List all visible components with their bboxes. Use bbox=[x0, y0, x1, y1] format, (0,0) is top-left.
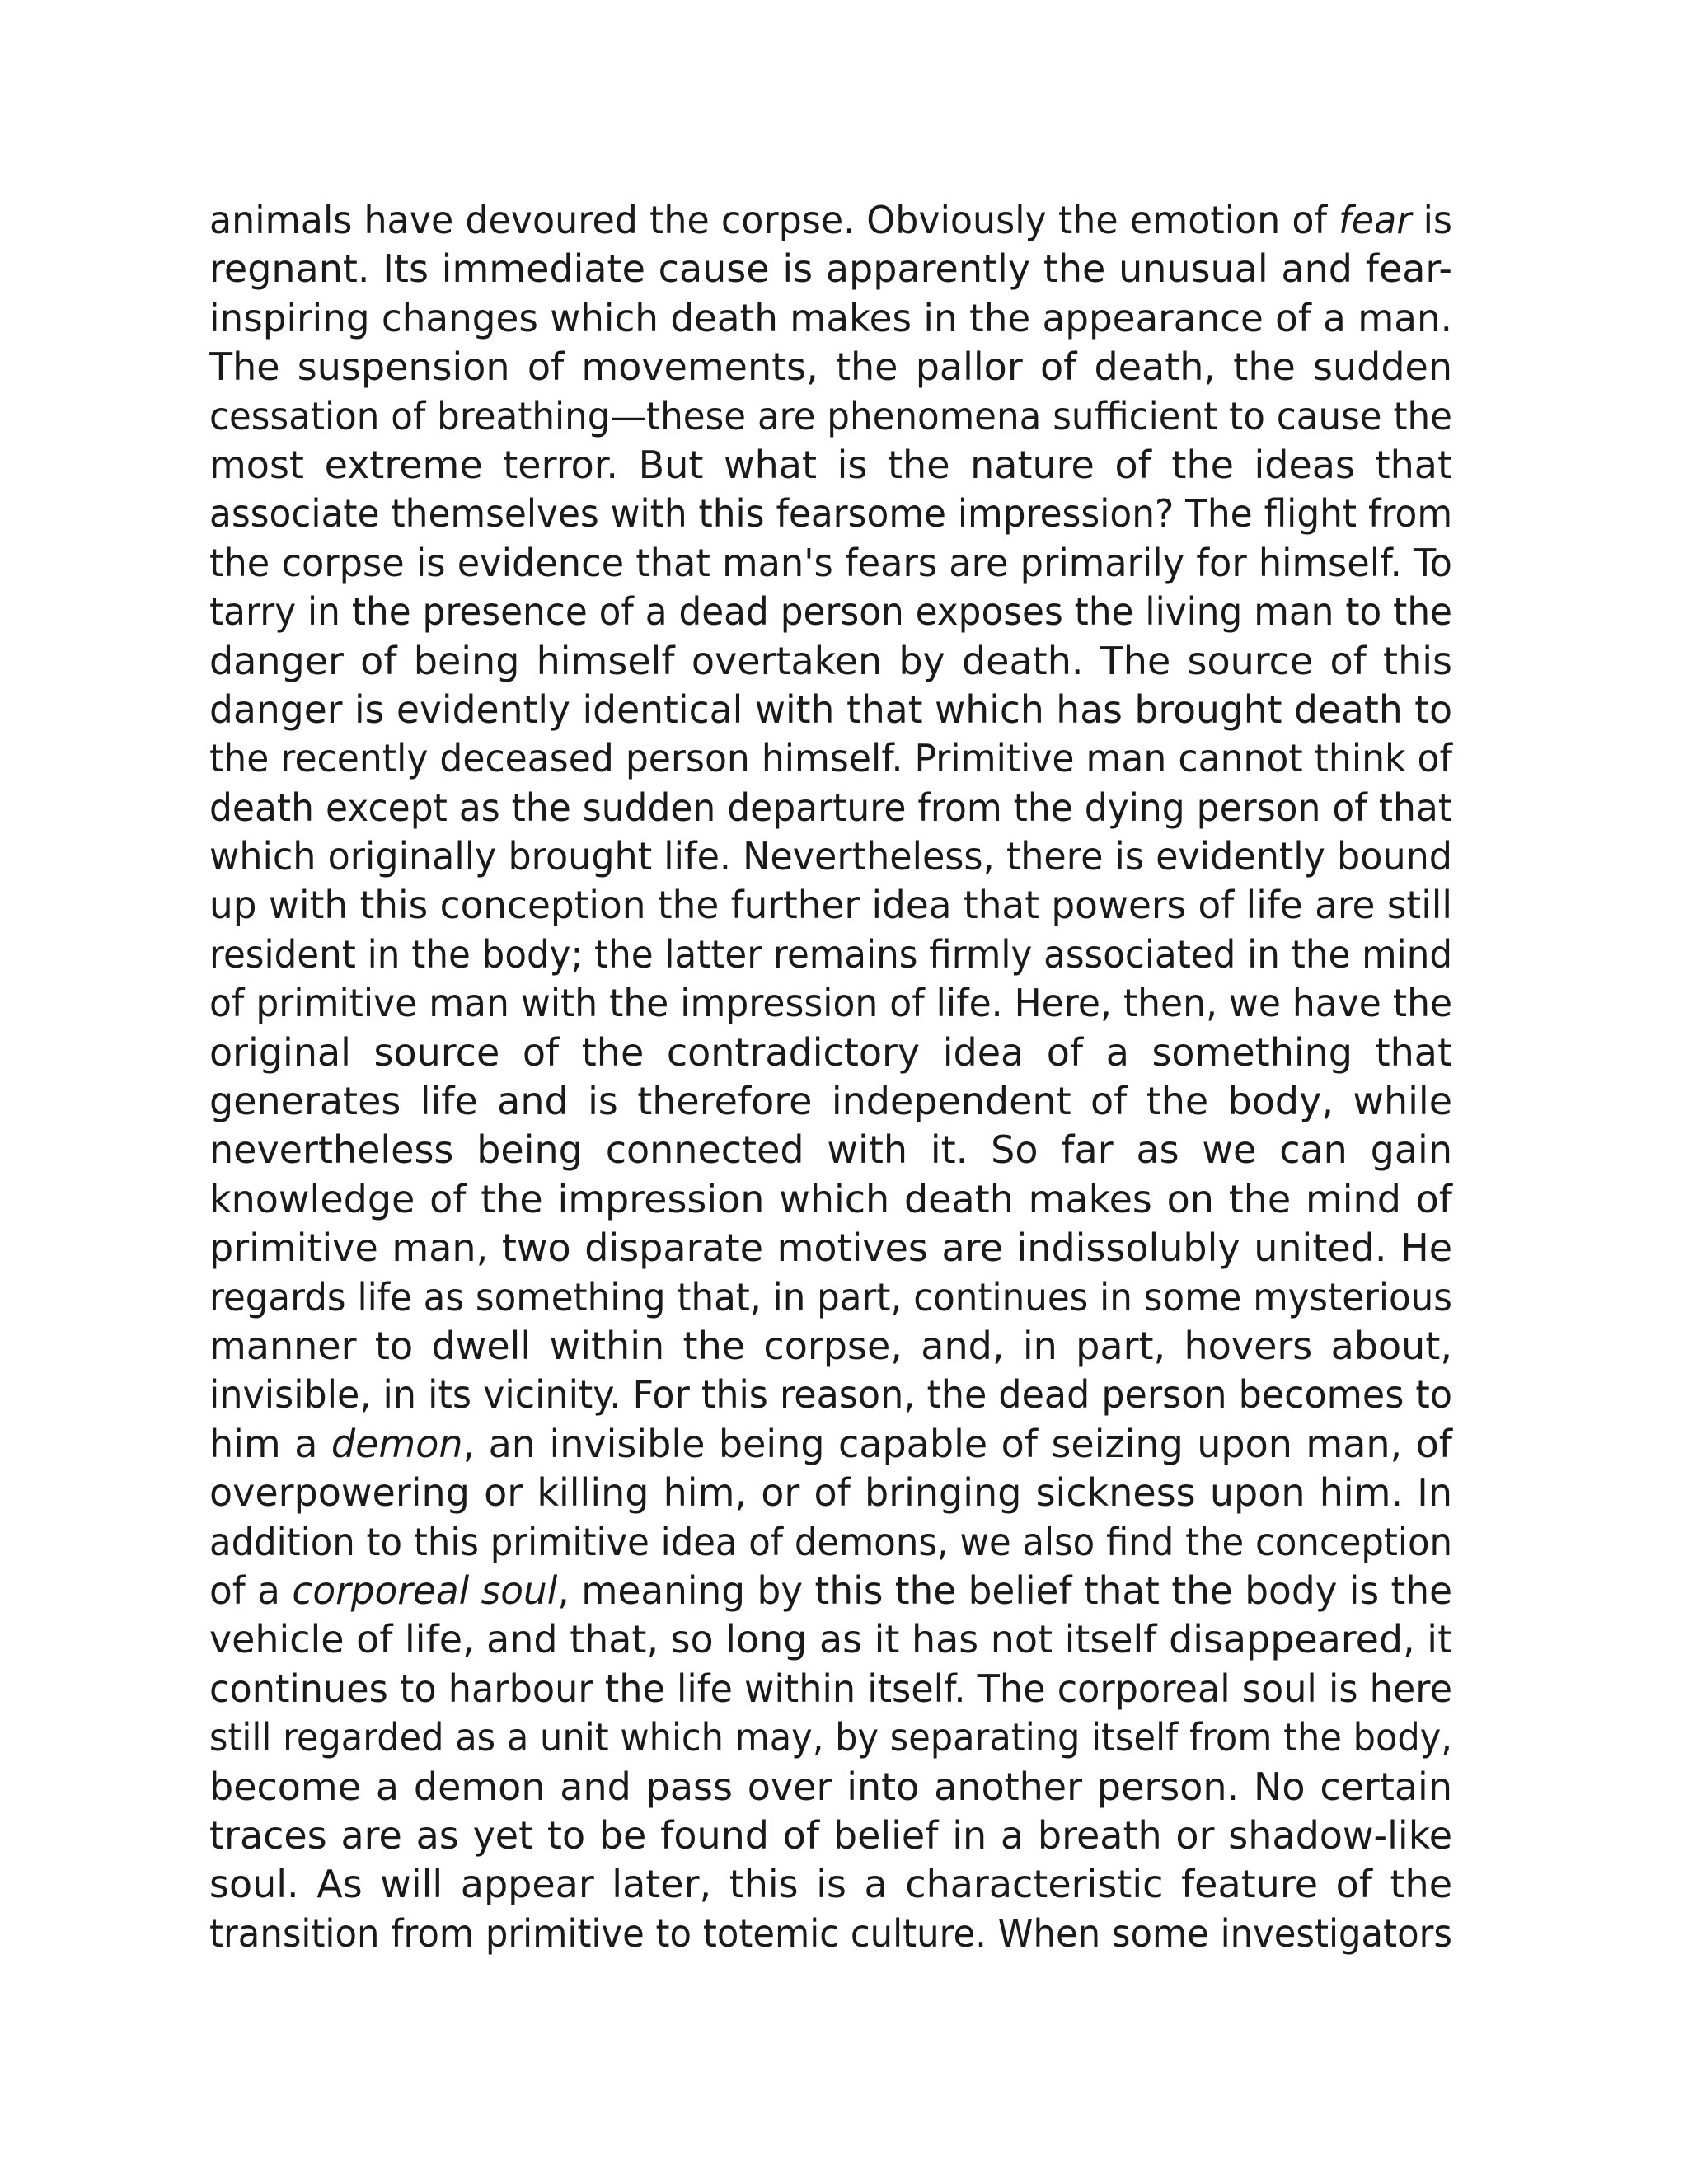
text-line bbox=[209, 1615, 1452, 1664]
text-run: primitive man, two disparate motives are indissolubly united. He bbox=[209, 1226, 1452, 1271]
text-run: most extreme terror. But what is the nature of the ideas that bbox=[209, 442, 1452, 487]
text-line bbox=[209, 686, 1452, 734]
text-run: is bbox=[1411, 198, 1452, 242]
text-line bbox=[209, 1273, 1452, 1322]
text-run: , an invisible being capable of seizing upon man, of bbox=[462, 1421, 1452, 1466]
text-line bbox=[209, 979, 1452, 1028]
text-line bbox=[209, 1371, 1452, 1419]
text-run: , meaning by this the belief that the body is the bbox=[557, 1568, 1452, 1613]
text-run: inspiring changes which death makes in the appearance of a man. bbox=[209, 295, 1452, 340]
text-run: the recently deceased person himself. Primitive man cannot think of bbox=[209, 736, 1452, 781]
text-run: transition from primitive to totemic culture. When some investigators bbox=[209, 1910, 1452, 1956]
text-run: which originally brought life. Nevertheless, there is evidently bound bbox=[209, 834, 1452, 879]
text-line bbox=[209, 1322, 1452, 1371]
text-run: still regarded as a unit which may, by separating itself from the body, bbox=[209, 1715, 1452, 1760]
text-line bbox=[209, 734, 1452, 783]
text-line bbox=[209, 637, 1452, 686]
text-line bbox=[209, 490, 1452, 538]
text-run: tarry in the presence of a dead person exposes the living man to the bbox=[209, 589, 1452, 635]
italic-text-run: corporeal soul bbox=[292, 1568, 558, 1613]
text-line bbox=[209, 1420, 1452, 1469]
text-run: nevertheless being connected with it. So far as we can gain bbox=[209, 1127, 1452, 1173]
text-line bbox=[209, 196, 1452, 245]
text-line bbox=[209, 245, 1452, 293]
text-run: The suspension of movements, the pallor of death, the sudden bbox=[209, 344, 1452, 390]
text-run: knowledge of the impression which death makes on the mind of bbox=[209, 1176, 1452, 1221]
text-line bbox=[209, 930, 1452, 979]
text-run: him a bbox=[209, 1421, 331, 1466]
italic-text-run: fear bbox=[1339, 198, 1412, 242]
text-run: overpowering or killing him, or of bringing sickness upon him. In bbox=[209, 1470, 1452, 1516]
text-line bbox=[209, 1910, 1452, 1958]
text-line bbox=[209, 588, 1452, 636]
body-text bbox=[209, 196, 1452, 1958]
text-line bbox=[209, 1224, 1452, 1272]
text-run: of a bbox=[209, 1568, 293, 1613]
text-run: resident in the body; the latter remains firmly associated in the mind bbox=[209, 931, 1452, 977]
text-line bbox=[209, 1469, 1452, 1517]
text-line bbox=[209, 392, 1452, 441]
text-line bbox=[209, 441, 1452, 490]
text-line bbox=[209, 1029, 1452, 1077]
text-line bbox=[209, 343, 1452, 391]
text-line bbox=[209, 832, 1452, 881]
text-line bbox=[209, 881, 1452, 930]
text-run: continues to harbour the life within itself. The corporeal soul is here bbox=[209, 1666, 1452, 1711]
text-run: associate themselves with this fearsome impression? The flight from bbox=[209, 491, 1452, 537]
text-run: animals have devoured the corpse. Obviously the emotion of bbox=[209, 198, 1339, 242]
text-run: original source of the contradictory idea of a something that bbox=[209, 1029, 1452, 1075]
text-run: cessation of breathing—these are phenomena sufficient to cause the bbox=[209, 393, 1452, 438]
text-line bbox=[209, 1077, 1452, 1126]
text-run: death except as the sudden departure from the dying person of that bbox=[209, 785, 1452, 830]
text-line bbox=[209, 1518, 1452, 1567]
text-line bbox=[209, 784, 1452, 832]
text-run: danger is evidently identical with that which has brought death to bbox=[209, 687, 1452, 732]
text-run: traces are as yet to be found of belief in a breath or shadow-like bbox=[209, 1812, 1452, 1858]
text-line bbox=[209, 1126, 1452, 1174]
text-run: danger of being himself overtaken by death. The source of this bbox=[209, 638, 1452, 683]
text-line bbox=[209, 1811, 1452, 1860]
text-line bbox=[209, 1713, 1452, 1762]
text-run: become a demon and pass over into another person. No certain bbox=[209, 1764, 1452, 1809]
text-line bbox=[209, 1860, 1452, 1909]
text-run: regnant. Its immediate cause is apparently the unusual and fear- bbox=[209, 246, 1452, 292]
text-run: soul. As will appear later, this is a characteristic feature of the bbox=[209, 1862, 1452, 1907]
text-run: of primitive man with the impression of life. Here, then, we have the bbox=[209, 981, 1452, 1026]
text-run: generates life and is therefore independent of the body, while bbox=[209, 1079, 1452, 1124]
text-run: addition to this primitive idea of demons, we also find the conception bbox=[209, 1519, 1452, 1564]
text-line bbox=[209, 294, 1452, 343]
text-line bbox=[209, 1175, 1452, 1224]
text-run: regards life as something that, in part, continues in some mysterious bbox=[209, 1274, 1452, 1319]
text-run: invisible, in its vicinity. For this reason, the dead person becomes to bbox=[209, 1372, 1452, 1418]
text-line bbox=[209, 1665, 1452, 1713]
text-line bbox=[209, 1763, 1452, 1811]
text-run: manner to dwell within the corpse, and, in part, hovers about, bbox=[209, 1323, 1452, 1368]
text-run: vehicle of life, and that, so long as it has not itself disappeared, it bbox=[209, 1617, 1452, 1662]
text-line bbox=[209, 1567, 1452, 1615]
italic-text-run: demon bbox=[331, 1421, 463, 1466]
text-run: the corpse is evidence that man's fears are primarily for himself. To bbox=[209, 540, 1452, 585]
text-line bbox=[209, 539, 1452, 588]
text-run: up with this conception the further idea that powers of life are still bbox=[209, 883, 1452, 928]
